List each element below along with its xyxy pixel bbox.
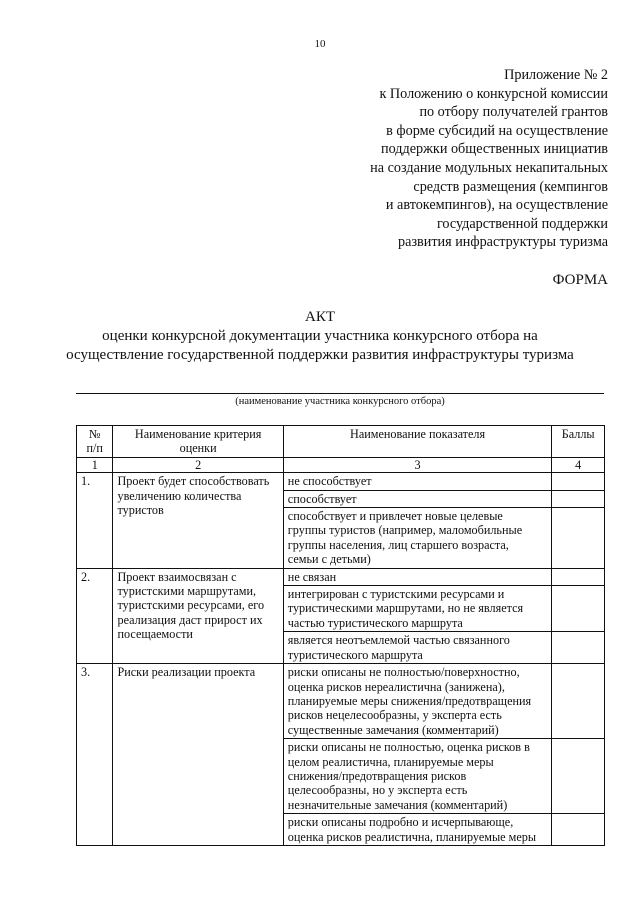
criterion-cell: Проект будет способствовать увеличению количества туристов bbox=[113, 473, 283, 568]
appendix-line: на создание модульных некапитальных bbox=[370, 159, 608, 176]
evaluation-table bbox=[76, 425, 605, 846]
table-row bbox=[77, 664, 605, 739]
appendix-line: государственной поддержки bbox=[436, 215, 608, 232]
appendix-line: и автокемпингов), на осуществление bbox=[385, 197, 608, 214]
score-cell[interactable] bbox=[552, 586, 605, 632]
column-number: 2 bbox=[113, 457, 283, 472]
table-header-row bbox=[77, 426, 605, 458]
criterion-cell: Риски реализации проекта bbox=[113, 664, 283, 846]
indicator-cell: риски описаны подробно и исчерпывающе, оценка рисков реалистична, планируемые меры bbox=[283, 814, 552, 846]
row-number: 3. bbox=[77, 664, 113, 846]
indicator-cell: способствует и привлечет новые целевые группы туристов (например, маломобильные группы населения, лиц старшего возраста, семьи с детьми) bbox=[283, 508, 552, 569]
page-number: 10 bbox=[314, 38, 326, 50]
appendix-line: по отбору получателей грантов bbox=[419, 104, 608, 121]
indicator-cell: интегрирован с туристскими ресурсами и туристическими маршрутами, но не является частью туристического маршрута bbox=[283, 586, 552, 632]
column-number: 1 bbox=[77, 457, 113, 472]
header-criterion: Наименование критерия оценки bbox=[113, 426, 283, 458]
appendix-line: Приложение № 2 bbox=[504, 67, 608, 83]
appendix-line: к Положению о конкурсной комиссии bbox=[379, 85, 608, 102]
indicator-cell: не связан bbox=[283, 568, 552, 585]
score-cell[interactable] bbox=[552, 664, 605, 739]
score-cell[interactable] bbox=[552, 814, 605, 846]
form-label: ФОРМА bbox=[552, 272, 608, 288]
appendix-line: поддержки общественных инициатив bbox=[381, 141, 608, 158]
column-number: 4 bbox=[552, 457, 605, 472]
score-cell[interactable] bbox=[552, 739, 605, 814]
score-cell[interactable] bbox=[552, 568, 605, 585]
header-score: Баллы bbox=[552, 426, 605, 458]
document-title bbox=[0, 308, 640, 365]
score-cell[interactable] bbox=[552, 473, 605, 490]
title-line: осуществление государственной поддержки развития инфраструктуры туризма bbox=[66, 347, 574, 363]
column-number: 3 bbox=[283, 457, 552, 472]
indicator-cell: является неотъемлемой частью связанного туристического маршрута bbox=[283, 632, 552, 664]
score-cell[interactable] bbox=[552, 490, 605, 507]
table-row bbox=[77, 473, 605, 490]
indicator-cell: риски описаны не полностью, оценка рисков в целом реалистична, планируемые меры снижения/предотвращения рисков целесообразны, но у эксперта есть незначительные замечания (комментарий) bbox=[283, 739, 552, 814]
row-number: 1. bbox=[77, 473, 113, 568]
appendix-line: в форме субсидий на осуществление bbox=[386, 122, 608, 139]
indicator-cell: риски описаны не полностью/поверхностно, оценка рисков нереалистична (занижена), планируемые меры снижения/предотвращения рисков нецелесообразны, у эксперта есть существенные замечания (комментарий) bbox=[283, 664, 552, 739]
participant-name-line bbox=[76, 393, 604, 394]
appendix-line: средств размещения (кемпингов bbox=[413, 178, 608, 195]
header-indicator: Наименование показателя bbox=[283, 426, 552, 458]
column-number-row bbox=[77, 457, 605, 472]
title-line: оценки конкурсной документации участника конкурсного отбора на bbox=[102, 328, 538, 344]
score-cell[interactable] bbox=[552, 632, 605, 664]
table-row bbox=[77, 568, 605, 585]
indicator-cell: способствует bbox=[283, 490, 552, 507]
score-cell[interactable] bbox=[552, 508, 605, 569]
title-line-act: АКТ bbox=[305, 309, 335, 325]
row-number: 2. bbox=[77, 568, 113, 663]
header-num: № п/п bbox=[77, 426, 113, 458]
indicator-cell: не способствует bbox=[283, 473, 552, 490]
criterion-cell: Проект взаимосвязан с туристскими маршрутами, туристскими ресурсами, его реализация даст прирост их посещаемости bbox=[113, 568, 283, 663]
appendix-line: развития инфраструктуры туризма bbox=[398, 234, 608, 251]
appendix-header bbox=[370, 66, 608, 252]
participant-caption: (наименование участника конкурсного отбора) bbox=[235, 396, 445, 407]
